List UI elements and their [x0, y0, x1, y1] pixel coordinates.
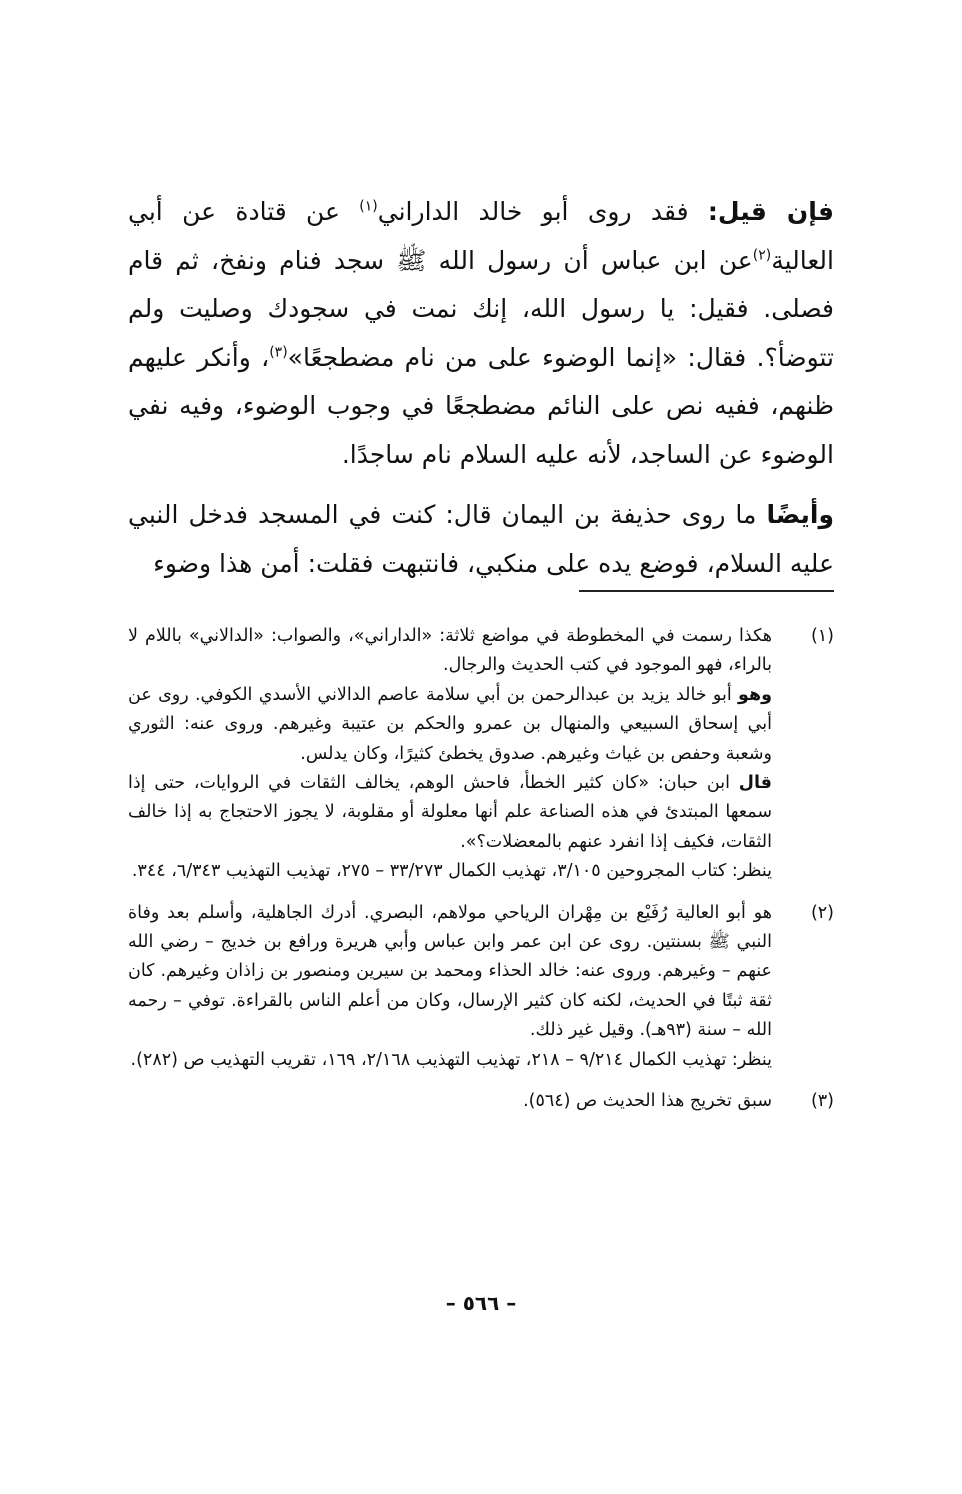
- footnote-lead: قال: [738, 773, 772, 794]
- footnote-text: سبق تخريج هذا الحديث ص (٥٦٤).: [523, 1091, 772, 1112]
- footnote-text: هو أبو العالية رُفَيْع بن مِهْران الرياحي مولاهم، البصري. أدرك الجاهلية، وأسلم بعد وفاة النبي ﷺ بسنتين. روى عن ابن عمر وابن عباس وأبي هريرة ورافع بن خديج – رضي الله عنهم – وغيرهم. وروى عنه: خالد الحذاء ومحمد بن سيرين ومنصور بن زاذان وغيرهم. كان ثقة ثبتًا في الحديث، لكنه كان كثير الإرسال، وكان من أعلم الناس بالقراءة. توفي – رحمه الله – سنة (٩٣هـ). وقيل غير ذلك.: [128, 902, 772, 1041]
- page-number: – ٥٦٦ –: [445, 1291, 517, 1315]
- footnote-2: [128, 899, 834, 1075]
- footnote-citation: ينظر: تهذيب الكمال ٩/٢١٤ – ٢١٨، تهذيب التهذيب ٢/١٦٨، ١٦٩، تقريب التهذيب ص (٢٨٢).: [130, 1049, 772, 1070]
- footnote-lead: وهو: [738, 684, 772, 705]
- text-run: ما روى حذيفة بن اليمان قال: كنت في المسجد فدخل النبي عليه السلام، فوضع يده على منكبي، فانتبهت فقلت: أمن هذا وضوء: [128, 500, 834, 578]
- text-run: أبو خالد يزيد بن عبدالرحمن بن أبي سلامة عاصم الدالاني الأسدي الكوفي. روى عن أبي إسحاق السبيعي والمنهال بن عمرو والحكم بن عتيبة وغيرهم. وروى عنه: الثوري وشعبة وحفص بن غياث وغيرهم. صدوق يخطئ كثيرًا، وكان يدلس.: [128, 684, 772, 764]
- text-run: عن قتادة عن أبي العالية: [128, 197, 834, 275]
- paragraph-lead: فإن قيل:: [707, 197, 834, 226]
- main-text: [128, 188, 834, 588]
- footnote-number: (٢): [810, 902, 834, 923]
- footnotes: [128, 622, 834, 1117]
- footnote-ref-3: (٣): [269, 344, 288, 361]
- footnote-1: [128, 622, 834, 887]
- text-run: ، وأنكر عليهم ظنهم، ففيه نص على النائم مضطجعًا في وجوب الوضوء، وفيه نفي الوضوء عن الساجد، لأنه عليه السلام نام ساجدًا.: [128, 342, 834, 469]
- text-run: فقد روى أبو خالد الداراني: [377, 197, 708, 226]
- paragraph-2: [128, 491, 834, 588]
- footnote-number: (١): [810, 626, 834, 646]
- footnote-3: [128, 1087, 834, 1116]
- footnote-text: هكذا رسمت في المخطوطة في مواضع ثلاثة: «الداراني»، والصواب: «الدالاني» باللام لا بالراء، فهو الموجود في كتب الحديث والرجال.: [128, 626, 772, 676]
- footnote-ref-2: (٢): [752, 247, 772, 264]
- footnote-text: [128, 681, 772, 769]
- footnote-number: (٣): [810, 1091, 834, 1112]
- footnote-separator: [579, 590, 834, 592]
- footnote-ref-1: (١): [359, 198, 378, 215]
- paragraph-1: [128, 188, 834, 479]
- text-run: عن ابن عباس أن رسول الله ﷺ سجد فنام ونفخ، ثم قام فصلى. فقيل: يا رسول الله، إنك نمت في سجودك وصليت ولم تتوضأ؟. فقال: «إنما الوضوء على من نام مضطجعًا»: [128, 245, 834, 372]
- footnote-citation: ينظر: كتاب المجروحين ٣/١٠٥، تهذيب الكمال ٣٣/٢٧٣ – ٢٧٥، تهذيب التهذيب ٦/٣٤٣، ٣٤٤.: [131, 861, 772, 882]
- footnote-text: [128, 769, 772, 857]
- paragraph-lead: وأيضًا: [766, 500, 834, 529]
- text-run: ابن حبان: «كان كثير الخطأ، فاحش الوهم، يخالف الثقات في الروايات، حتى إذا سمعها المبتدئ في هذه الصناعة علم أنها معلولة أو مقلوبة، لا يجوز الاحتجاج به إذا خالف الثقات، فكيف إذا انفرد عنهم بالمعضلات؟».: [128, 773, 772, 852]
